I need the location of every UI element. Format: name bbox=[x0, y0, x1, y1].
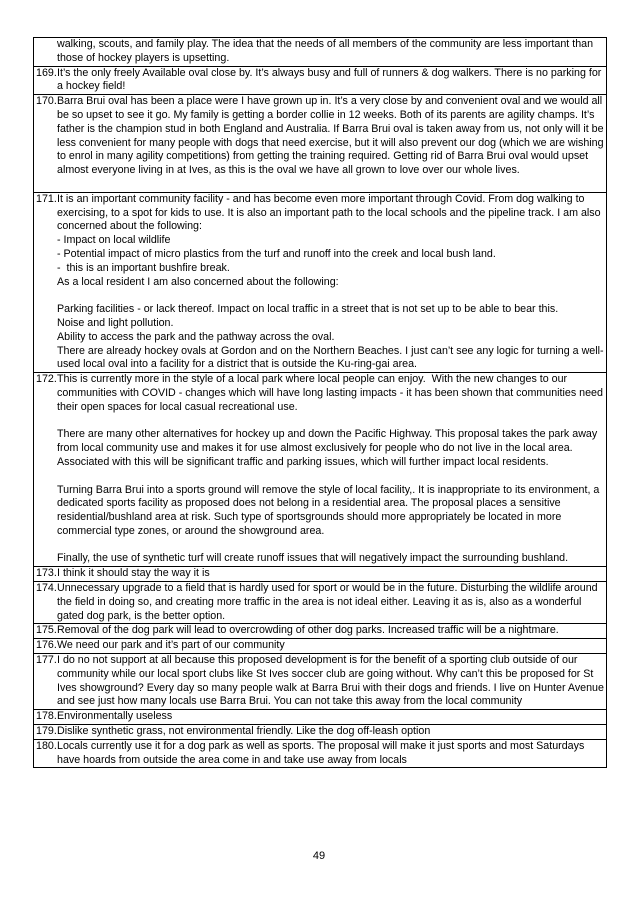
submission-text: Finally, the use of synthetic turf will create runoff issues that will negatively impact the surrounding bushland. bbox=[57, 552, 569, 565]
submission-text: Unnecessary upgrade to a field that is hardly used for sport or would be in the future. Disturbing the wildlife around the field in doing so, and creating more traffic in the area is not ideal either. Leaving it as is, also as a wonderful gated dog park, is the better option. bbox=[57, 582, 601, 622]
blank-line bbox=[34, 539, 606, 553]
blank-line bbox=[34, 415, 606, 429]
submission-line bbox=[34, 567, 606, 581]
submission-row bbox=[34, 373, 606, 567]
blank-line bbox=[34, 289, 606, 303]
submission-text: Parking facilities - or lack thereof. Impact on local traffic in a street that is not set up to be able to bear this. bbox=[57, 303, 559, 316]
submission-row bbox=[34, 95, 606, 193]
submission-text: Environmentally useless bbox=[57, 710, 173, 723]
submission-text: There are many other alternatives for hockey up and down the Pacific Highway. This proposal takes the park away from local community use and makes it for use almost exclusively for people who do not live in the local area. Associated with this will be significant traffic and parking issues, which will further impact local residents. bbox=[57, 428, 601, 468]
page-number: 49 bbox=[312, 850, 326, 862]
submissions-table bbox=[33, 37, 607, 768]
submission-row bbox=[34, 567, 606, 582]
submission-text: There are already hockey ovals at Gordon and on the Northern Beaches. I just can’t see any logic for turning a well-used local oval into a facility for a district that is outside the Ku-ring-gai area. bbox=[57, 344, 604, 371]
submission-text: Noise and light pollution. bbox=[57, 316, 174, 329]
submission-line bbox=[34, 552, 606, 566]
submission-text: Ability to access the park and the pathway across the oval. bbox=[57, 330, 335, 343]
submission-row bbox=[34, 639, 606, 654]
submission-row bbox=[34, 624, 606, 639]
submission-number: 180. bbox=[36, 739, 57, 752]
submission-row bbox=[34, 193, 606, 373]
submission-text: I do no not support at all because this proposed development is for the benefit of a sporting club outside of our community while our local sport clubs like St Ives soccer club are going without. Why can’t this be proposed for St Ives showground? Every day so many people walk at Barra Brui with their dogs and friends. I live on Hunter Avenue and see just how many locals use Barra Brui. You can not take this away from the local community bbox=[57, 654, 607, 708]
submission-text: Barra Brui oval has been a place were I have grown up in. It’s a very close by and convenient oval and we would all be so upset to see it go. My family is getting a border collie in 12 weeks. Both of its parents are agility champs. It’s father is the champion stud in both England and Australia. If Barra Brui oval is taken away from us, not only will it be less convenient for many people with dogs that need exercise, but it will also prevent our dog (which we are wishing to enrol in many agility competitions) from getting the training required. Getting rid of Barra Brui oval would upset almost everyone living in at Ives, as this is the oval we have all grown to love over our whole lives. bbox=[57, 95, 607, 177]
submission-number: 179. bbox=[36, 725, 57, 738]
submission-number: 174. bbox=[36, 582, 57, 595]
submission-line bbox=[34, 725, 606, 739]
submission-line bbox=[34, 428, 606, 469]
submission-line bbox=[34, 95, 606, 178]
blank-line bbox=[34, 470, 606, 484]
submission-row bbox=[34, 38, 606, 67]
submission-row bbox=[34, 710, 606, 725]
submission-number: 178. bbox=[36, 710, 57, 723]
submission-line bbox=[34, 276, 606, 290]
submission-text: It is an important community facility - and has become even more important through Covid. From dog walking to exercising, to a spot for kids to use. It is also an important path to the local schools and the pipeline track. I am also concerned about the following: bbox=[57, 192, 604, 233]
submission-line bbox=[34, 654, 606, 709]
submission-number: 177. bbox=[36, 654, 57, 667]
submission-text: Dislike synthetic grass, not environmental friendly. Like the dog off-leash option bbox=[57, 725, 431, 738]
submission-line bbox=[34, 262, 606, 276]
submission-text: It’s the only freely Available oval close by. It’s always busy and full of runners & dog walkers. There is no parking for a hockey field! bbox=[57, 66, 605, 93]
submission-number: 176. bbox=[36, 639, 57, 652]
submission-line bbox=[34, 193, 606, 234]
submission-number: 172. bbox=[36, 373, 57, 386]
submission-line bbox=[34, 345, 606, 373]
submission-number: 175. bbox=[36, 624, 57, 637]
submission-text: As a local resident I am also concerned about the following: bbox=[57, 275, 339, 288]
submission-line bbox=[34, 303, 606, 317]
submission-line bbox=[34, 484, 606, 539]
blank-line bbox=[34, 178, 606, 192]
submission-text: - this is an important bushfire break. bbox=[57, 261, 230, 274]
submission-line bbox=[34, 740, 606, 768]
submission-text: walking, scouts, and family play. The idea that the needs of all members of the community are less important than those of hockey players is upsetting. bbox=[57, 38, 597, 64]
submission-line bbox=[34, 582, 606, 623]
submission-row bbox=[34, 67, 606, 96]
submission-text: This is currently more in the style of a local park where local people can enjoy. With the new changes to our communities with COVID - changes which will have long lasting impacts - it has been shown that communities need their open spaces for local casual recreational use. bbox=[57, 373, 606, 413]
submission-line bbox=[34, 373, 606, 414]
submission-line bbox=[34, 317, 606, 331]
submission-line bbox=[34, 624, 606, 638]
submission-text: - Impact on local wildlife bbox=[57, 234, 171, 247]
submission-number: 173. bbox=[36, 567, 57, 580]
submission-text: Removal of the dog park will lead to overcrowding of other dog parks. Increased traffic will be a nightmare. bbox=[57, 624, 559, 637]
submission-line bbox=[34, 38, 606, 66]
submission-text: We need our park and it’s part of our community bbox=[57, 639, 285, 652]
submission-line bbox=[34, 639, 606, 653]
submission-text: - Potential impact of micro plastics from the turf and runoff into the creek and local bush land. bbox=[57, 247, 496, 260]
submission-text: I think it should stay the way it is bbox=[57, 567, 210, 580]
submission-row bbox=[34, 654, 606, 710]
submission-number: 170. bbox=[36, 95, 57, 108]
submission-text: Turning Barra Brui into a sports ground will remove the style of local facility,. It is inappropriate to its environment, a dedicated sports facility as proposed does not belong in a residential area. The proposal places a sensitive residential/bushland area at risk. Such type of sportsgrounds should more appropriately be located in more commercial type zones, or around the showground area. bbox=[57, 483, 603, 537]
submission-line bbox=[34, 710, 606, 724]
submission-row bbox=[34, 582, 606, 624]
submission-number: 169. bbox=[36, 66, 57, 79]
submission-line bbox=[34, 67, 606, 95]
submission-line bbox=[34, 248, 606, 262]
submission-line bbox=[34, 234, 606, 248]
submission-row bbox=[34, 725, 606, 740]
submission-text: Locals currently use it for a dog park as well as sports. The proposal will make it just sports and most Saturdays have hoards from outside the area come in and take use away from locals bbox=[57, 739, 588, 766]
submission-number: 171. bbox=[36, 192, 57, 205]
submission-row bbox=[34, 740, 606, 769]
submission-line bbox=[34, 331, 606, 345]
